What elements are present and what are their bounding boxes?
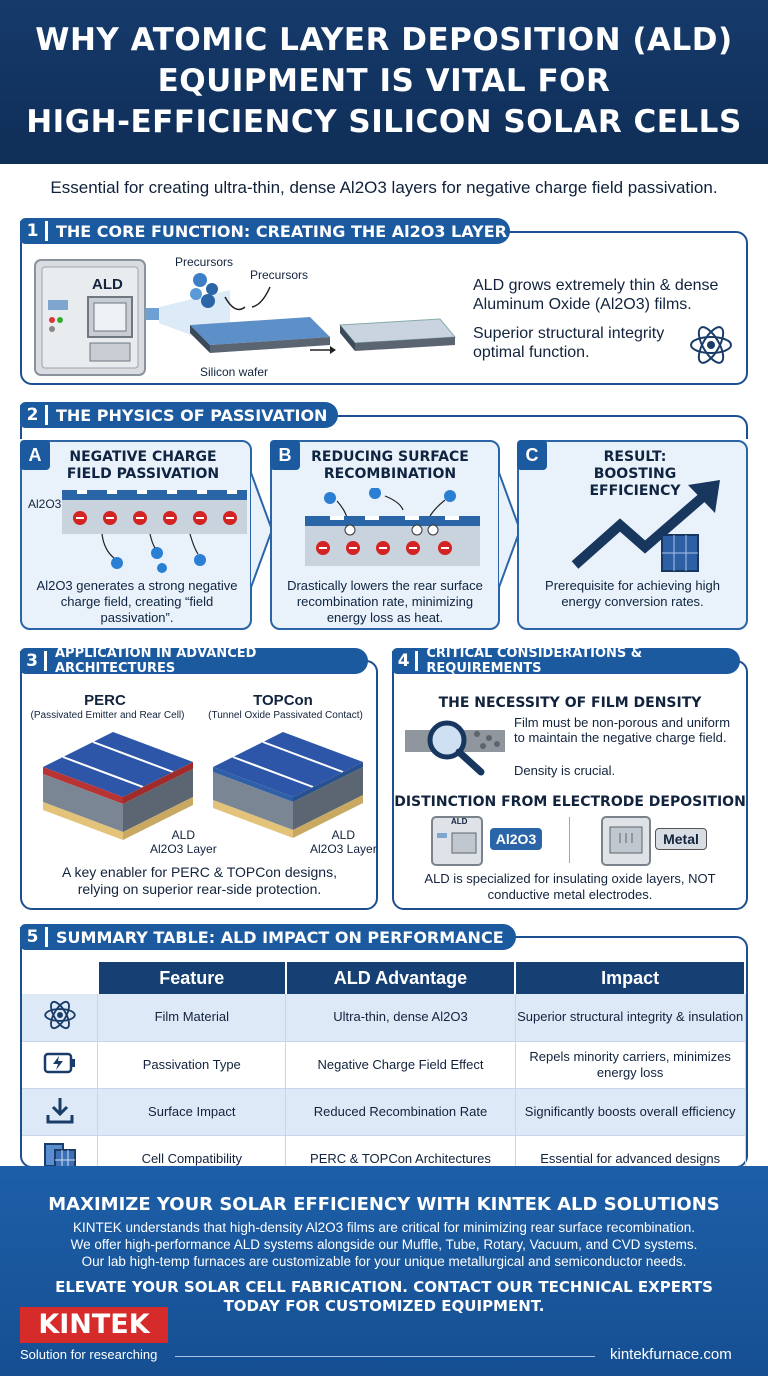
download-icon: [22, 1088, 98, 1135]
sputter-machine-icon: [600, 815, 652, 867]
table-cell: Essential for advanced designs: [515, 1135, 745, 1182]
distinction-text: ALD is specialized for insulating oxide layers, NOT conductive metal electrodes.: [424, 871, 716, 902]
table-cell: Repels minority carriers, minimizes energy loss: [515, 1041, 745, 1088]
table-row: [22, 1088, 745, 1135]
battery-charge-icon: [22, 1041, 98, 1088]
table-header-row: [22, 962, 745, 994]
footer-cta-line: TODAY FOR CUSTOMIZED EQUIPMENT.: [223, 1297, 545, 1315]
chevron-right-icon: [250, 470, 272, 590]
footer-cta-line: ELEVATE YOUR SOLAR CELL FABRICATION. CONTACT OUR TECHNICAL EXPERTS: [55, 1278, 713, 1296]
website-link[interactable]: kintekfurnace.com: [610, 1346, 732, 1363]
recombination-diagram: [305, 488, 480, 573]
panel-c-text: Prerequisite for achieving high energy conversion rates.: [545, 578, 720, 609]
table-cell: Superior structural integrity & insulation: [515, 994, 745, 1041]
panel-c-title: RESULT: BOOSTING EFFICIENCY: [589, 449, 681, 499]
topcon-title: TOPCon: [253, 692, 313, 709]
topcon-ald-text: ALD: [331, 828, 356, 842]
tagline: Solution for researching: [20, 1347, 158, 1362]
table-header-feature: Feature: [98, 962, 286, 994]
title-line-2: EQUIPMENT IS VITAL FOR: [157, 63, 611, 99]
footer-body: [0, 1219, 768, 1270]
panel-b-text: Drastically lowers the rear surface recombination rate, minimizing energy loss as heat.: [287, 578, 483, 625]
perc-title: PERC: [84, 692, 126, 709]
ald-process-illustration: [30, 245, 460, 380]
table-cell: PERC & TOPCon Architectures: [286, 1135, 516, 1182]
table-cell: Negative Charge Field Effect: [286, 1041, 516, 1088]
lead-text: Essential for creating ultra-thin, dense Al2O3 layers for negative charge field passivation.: [50, 178, 718, 197]
perc-ald-text: ALD: [171, 828, 196, 842]
table-cell: Ultra-thin, dense Al2O3: [286, 994, 516, 1041]
topcon-subtitle: (Tunnel Oxide Passivated Contact): [208, 710, 363, 721]
ald-mini-label: ALD: [451, 817, 468, 826]
footer-body-line: Our lab high-temp furnaces are customizable for your unique metallurgical and semiconductor needs.: [81, 1254, 687, 1269]
precursors-label-1: Precursors: [175, 255, 234, 269]
section-4-title: CRITICAL CONSIDERATIONS & REQUIREMENTS: [426, 646, 643, 676]
precursors-label-2: Precursors: [250, 268, 309, 282]
density-text: Film must be non-porous and uniform to maintain the negative charge field.: [514, 715, 731, 745]
title-line-3: HIGH-EFFICIENCY SILICON SOLAR CELLS: [26, 104, 742, 140]
summary-table: [22, 962, 746, 1183]
al2o3-badge: Al2O3: [490, 828, 542, 850]
section-3-number: 3: [20, 651, 47, 671]
perc-ald-sub: Al2O3 Layer: [150, 842, 217, 856]
panel-a-text: Al2O3 generates a strong negative charge field, creating “field passivation”.: [36, 578, 238, 625]
section-4-tag: [392, 648, 740, 674]
s1-text-2: Superior structural integrity optimal function.: [473, 325, 665, 361]
density-text-2: Density is crucial.: [514, 763, 616, 778]
table-row: [22, 994, 745, 1041]
panel-b-letter: B: [270, 440, 300, 470]
section-2-number: 2: [20, 405, 48, 425]
table-cell: Significantly boosts overall efficiency: [515, 1088, 745, 1135]
panel-c-letter: C: [517, 440, 547, 470]
table-row: [22, 1041, 745, 1088]
section-5-title: SUMMARY TABLE: ALD IMPACT ON PERFORMANCE: [56, 927, 504, 947]
panel-b-title: REDUCING SURFACE RECOMBINATION: [311, 449, 469, 482]
negative-charge-diagram: [62, 488, 247, 573]
table-cell: Film Material: [98, 994, 286, 1041]
footer-headline: MAXIMIZE YOUR SOLAR EFFICIENCY WITH KINTEK ALD SOLUTIONS: [48, 1194, 720, 1215]
footer-rule: [175, 1356, 595, 1357]
table-header-impact: Impact: [515, 962, 745, 994]
table-cell: Reduced Recombination Rate: [286, 1088, 516, 1135]
metal-badge: Metal: [655, 828, 707, 850]
footer: [0, 1166, 768, 1376]
atom-icon: [688, 322, 734, 368]
magnifier-icon: [405, 714, 505, 778]
section-2-title: THE PHYSICS OF PASSIVATION: [56, 405, 328, 425]
section-5-tag: [20, 924, 516, 950]
section-3-tag: [20, 648, 368, 674]
kintek-logo: KINTEK: [20, 1307, 168, 1343]
section-5-number: 5: [20, 927, 48, 947]
section-1-tag: [20, 218, 510, 244]
rising-arrow-icon: [570, 475, 730, 575]
atom-icon: [22, 994, 98, 1041]
section-4-number: 4: [392, 651, 418, 671]
perc-subtitle: (Passivated Emitter and Rear Cell): [30, 710, 185, 721]
perc-ald-label: [150, 828, 217, 856]
ald-machine-label: ALD: [92, 276, 123, 293]
table-header-advantage: ALD Advantage: [286, 962, 516, 994]
s1-text-1: ALD grows extremely thin & dense Aluminum Oxide (Al2O3) films.: [473, 277, 719, 313]
footer-body-line: KINTEK understands that high-density Al2O3 films are critical for minimizing rear surface recombination.: [72, 1220, 695, 1235]
title-line-1: WHY ATOMIC LAYER DEPOSITION (ALD): [35, 22, 733, 58]
page-header: [0, 0, 768, 164]
section-1-number: 1: [20, 221, 48, 241]
section-3-title: APPLICATION IN ADVANCED ARCHITECTURES: [54, 646, 257, 676]
al2o3-side-label: Al2O3: [28, 497, 62, 511]
footer-body-line: We offer high-performance ALD systems alongside our Muffle, Tube, Rotary, Vacuum, and CVD systems.: [70, 1237, 698, 1252]
section-2-tag: [20, 402, 338, 428]
table-cell: Surface Impact: [98, 1088, 286, 1135]
panel-a-letter: A: [20, 440, 50, 470]
table-cell: Cell Compatibility: [98, 1135, 286, 1182]
section-1-title: THE CORE FUNCTION: CREATING THE Al2O3 LAYER: [56, 221, 507, 241]
topcon-ald-sub: Al2O3 Layer: [310, 842, 377, 856]
topcon-ald-label: [310, 828, 377, 856]
distinction-title: DISTINCTION FROM ELECTRODE DEPOSITION: [394, 794, 746, 810]
table-cell: Passivation Type: [98, 1041, 286, 1088]
panel-a-title: NEGATIVE CHARGE FIELD PASSIVATION: [66, 449, 220, 482]
section-3-text: A key enabler for PERC & TOPCon designs, relying on superior rear-side protection.: [62, 864, 337, 897]
divider: [569, 817, 570, 863]
silicon-wafer-label: Silicon wafer: [200, 365, 269, 379]
density-title: THE NECESSITY OF FILM DENSITY: [438, 695, 702, 711]
